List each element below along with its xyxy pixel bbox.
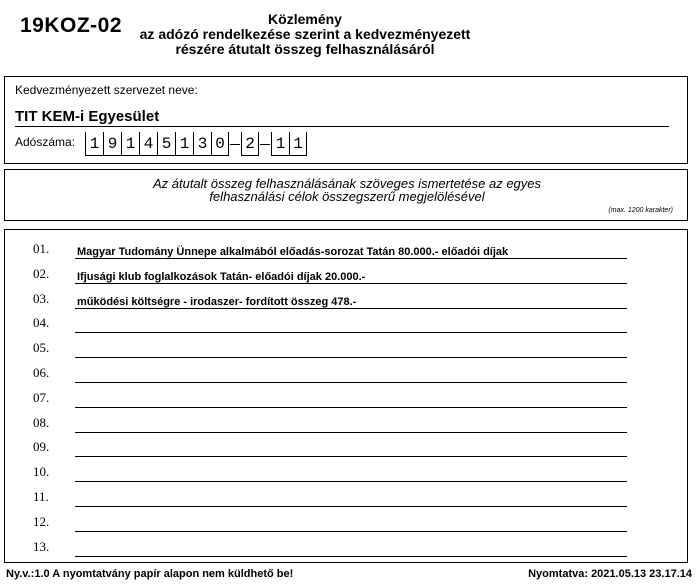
usage-rows-section [4,229,688,563]
usage-row [5,408,689,433]
footer-print-date: Nyomtatva: 2021.05.13 23.17.14 [528,568,692,580]
row-text-field[interactable] [75,482,627,507]
organization-name-field[interactable]: TIT KEM-i Egyesület [15,108,160,125]
row-text-field[interactable] [75,507,627,532]
description-section [4,169,688,221]
row-text: működési költségre - irodaszer- fordított összeg 478.- [77,295,357,308]
row-number: 02. [33,265,50,281]
organization-name-underline [15,126,669,127]
usage-row [5,234,689,259]
row-number: 10. [33,464,50,480]
row-number: 03. [33,290,50,306]
usage-row [5,507,689,532]
row-number: 05. [33,340,50,356]
row-number: 08. [33,414,50,430]
row-number: 07. [33,389,50,405]
tax-digit-cell[interactable]: 5 [157,132,175,156]
row-text-field[interactable] [75,432,627,457]
description-line-2: felhasználási célok összegszerű megjelölésével [209,189,485,204]
usage-row [5,333,689,358]
tax-digit-cell[interactable]: 3 [193,132,211,156]
description-line-1: Az átutalt összeg felhasználásának szöveges ismertetése az egyes [152,176,542,191]
tax-digit-cell[interactable]: 4 [139,132,157,156]
tax-digit-cell[interactable]: 0 [211,132,229,156]
usage-row [5,532,689,557]
tax-digit-cell[interactable]: 1 [289,132,307,156]
title-line-2: az adózó rendelkezése szerint a kedvezményezett [139,26,471,42]
tax-digit-cell[interactable]: 1 [85,132,103,156]
row-number: 12. [33,513,50,529]
footer-version-note: Ny.v.:1.0 A nyomtatvány papír alapon nem küldhető be! [6,568,294,580]
form-title [120,12,490,57]
row-text-field[interactable] [75,333,627,358]
usage-row [5,284,689,309]
title-line-3: részére átutalt összeg felhasználásáról [175,41,435,57]
usage-row [5,432,689,457]
organization-name-label: Kedvezményezett szervezet neve: [15,83,198,97]
tax-digit-cell[interactable]: 1 [121,132,139,156]
row-text-field[interactable] [75,308,627,333]
tax-separator-dash [229,132,241,156]
tax-number-field[interactable] [85,132,307,156]
tax-digit-cell[interactable]: 2 [241,132,259,156]
row-number: 04. [33,315,50,331]
row-text-field[interactable] [75,383,627,408]
row-number: 06. [33,365,50,380]
row-text: Magyar Tudomány Ünnepe alkalmából előadás-sorozat Tatán 80.000.- előadói díjak [77,246,509,258]
usage-row [5,383,689,408]
row-number: 13. [33,538,50,554]
row-text-field[interactable] [75,408,627,433]
tax-digit-cell[interactable]: 1 [175,132,193,156]
max-characters-note: (max. 1200 karakter) [608,207,673,214]
row-number: 11. [33,489,49,504]
usage-row [5,308,689,333]
row-text-field[interactable] [75,532,627,557]
usage-row [5,457,689,482]
tax-digit-cell[interactable]: 9 [103,132,121,156]
row-text-field[interactable] [75,457,627,482]
tax-digit-cell[interactable]: 1 [271,132,289,156]
row-text: Ifjusági klub foglalkozások Tatán- előadói díjak 20.000.- [77,270,366,283]
usage-row [5,259,689,284]
form-header [0,0,700,72]
row-number: 09. [33,439,50,455]
tax-number-label: Adószáma: [15,135,76,149]
title-line-1: Közlemény [268,11,342,27]
row-text-field[interactable] [75,358,627,383]
usage-row [5,358,689,383]
row-number: 01. [33,241,50,256]
organization-section [4,76,688,164]
usage-row [5,482,689,507]
description-heading [5,177,689,203]
tax-separator-dash [259,132,271,156]
form-code: 19KOZ-02 [20,14,123,37]
